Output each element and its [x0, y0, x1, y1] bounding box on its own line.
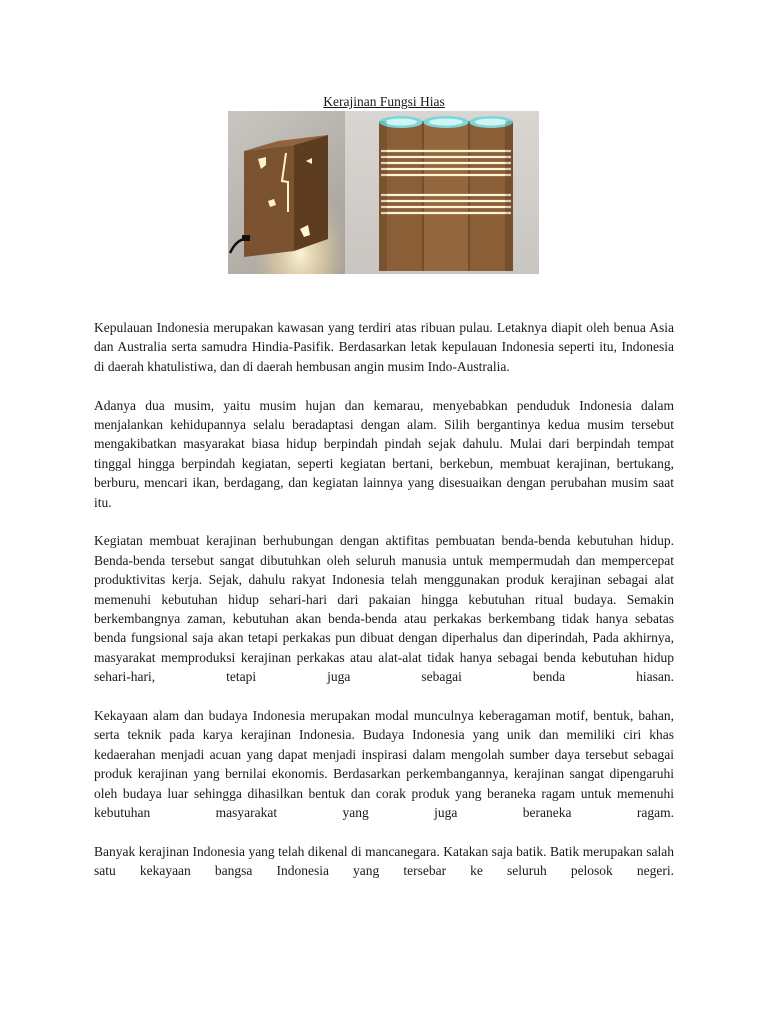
paragraph: Adanya dua musim, yaitu musim hujan dan kemarau, menyebabkan penduduk Indonesia dalam menjalankan kehidupannya selalu beradaptasi dengan alam. Silih bergantinya kedua musim tersebut mengakibatkan masyarakat biasa hidup berpindah pindah sejak dahulu. Mulai dari berpindah tempat tinggal hingga berpindah kegiatan, seperti kegiatan bertani, berkebun, membuat kerajinan, bertukang, berburu, mencari ikan, berdagang, dan kegiatan lainnya yang disesuaikan dengan perubahan musim saat itu.	[94, 397, 674, 510]
paragraph: Banyak kerajinan Indonesia yang telah dikenal di mancanegara. Katakan saja batik. Batik merupakan salah satu kekayaan bangsa Indonesia yang tersebar ke seluruh pelosok negeri.	[94, 843, 674, 879]
lamp-photos	[228, 111, 539, 274]
page-title: Kerajinan Fungsi Hias	[323, 94, 445, 109]
paragraph: Kepulauan Indonesia merupakan kawasan yang terdiri atas ribuan pulau. Letaknya diapit oleh benua Asia dan Australia serta samudra Hindia-Pasifik. Berdasarkan letak kepulauan Indonesia seperti itu, Indonesia di daerah khatulistiwa, dan di daerah hembusan angin musim Indo-Australia.	[94, 320, 674, 374]
paragraph: Kegiatan membuat kerajinan berhubungan dengan aktifitas pembuatan benda-benda kebutuhan hidup. Benda-benda tersebut sangat dibutuhkan oleh seluruh manusia untuk mempermudah dan mempercepat produktivitas kerja. Sejak, dahulu rakyat Indonesia telah menggunakan produk kerajinan sebagai alat memenuhi kebutuhan hidup sehari-hari dari pakaian hingga kebutuhan ritual budaya. Semakin berkembangnya zaman, kebutuhan akan benda-benda atau perkakas berkembang tidak hanya sebatas benda fungsional saja akan tetapi perkakas pun dibuat dengan diperhalus dan diperindah, Pada akhirnya, masyarakat memproduksi kerajinan perkakas atau alat-alat tidak hanya sebagai benda kebutuhan hidup sehari-hari, tetapi juga sebagai benda hiasan.	[94, 533, 674, 685]
cardboard-tube-lamps-photo	[345, 111, 539, 274]
cardboard-box-lamp-photo	[228, 111, 345, 274]
paragraph: Kekayaan alam dan budaya Indonesia merupakan modal munculnya keberagaman motif, bentuk, bahan, serta teknik pada karya kerajinan Indonesia. Budaya Indonesia yang unik dan memiliki ciri khas kedaerahan menjadi acuan yang dapat menjadi inspirasi dalam mengolah sumber daya tersebut sebagai produk kerajinan yang bernilai ekonomis. Berdasarkan perkembangannya, kerajinan sangat dipengaruhi oleh budaya luar sehingga dihasilkan bentuk dan corak produk yang beraneka ragam untuk memenuhi kebutuhan masyarakat yang juga beraneka ragam.	[94, 708, 674, 821]
body-text	[94, 318, 674, 900]
